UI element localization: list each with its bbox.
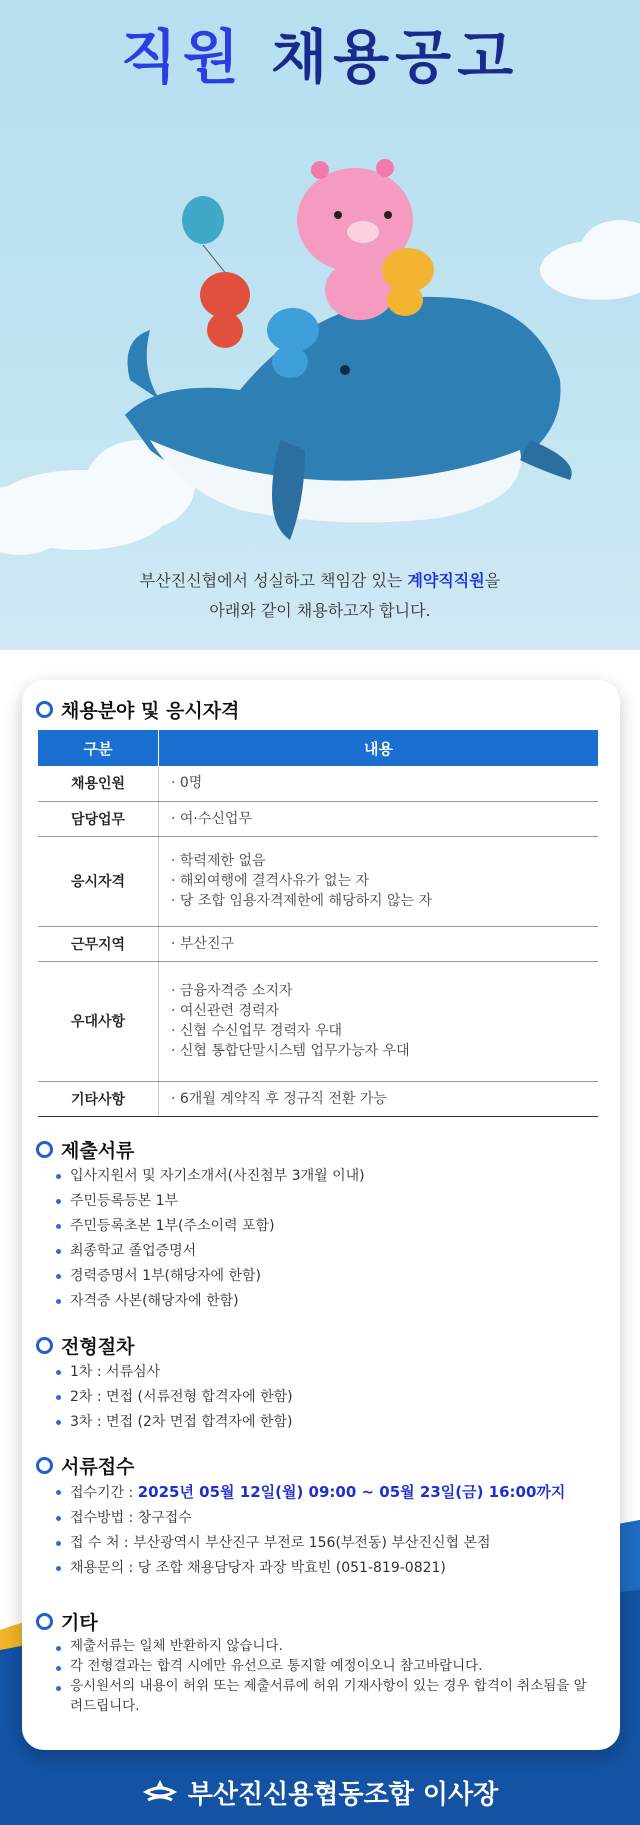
list-item: 최종학교 졸업증명서 xyxy=(56,1239,365,1264)
bullet-ring-icon xyxy=(36,1613,53,1630)
section-title-process: 전형절차 xyxy=(36,1332,134,1359)
table-row: 기타사항 · 6개월 계약직 후 정규직 전환 가능 xyxy=(38,1081,598,1116)
content-card xyxy=(22,680,620,1750)
list-item: 접 수 처 : 부산광역시 부산진구 부전로 156(부전동) 부산진신협 본점 xyxy=(56,1531,565,1556)
table-row: 채용인원 · 0명 xyxy=(38,766,598,801)
list-item: 입사지원서 및 자기소개서(사진첨부 3개월 이내) xyxy=(56,1164,365,1189)
bullet-ring-icon xyxy=(36,1457,53,1474)
process-list xyxy=(56,1360,293,1435)
bullet-ring-icon xyxy=(36,1337,53,1354)
list-item: 자격증 사본(해당자에 한함) xyxy=(56,1289,365,1314)
hero-banner xyxy=(0,0,640,650)
list-item: 각 전형결과는 합격 시에만 유선으로 통지할 예정이오니 참고바랍니다. xyxy=(56,1656,596,1676)
list-item: 접수방법 : 창구접수 xyxy=(56,1506,565,1531)
table-row: 응시자격 · 학력제한 없음 · 해외여행에 결격사유가 없는 자 · 당 조합 임용자격제한에 해당하지 않는 자 xyxy=(38,836,598,926)
page-title: 직원 채용공고 xyxy=(120,23,520,91)
etc-list xyxy=(56,1636,596,1716)
qualification-table xyxy=(38,730,598,1117)
list-item: 접수기간 : 2025년 05월 12일(월) 09:00 ~ 05월 23일(금) 16:00까지 xyxy=(56,1480,565,1506)
bullet-ring-icon xyxy=(36,701,53,718)
bullet-ring-icon xyxy=(36,1141,53,1158)
list-item: 응시원서의 내용이 허위 또는 제출서류에 허위 기재사항이 있는 경우 합격이 취소됨을 알려드립니다. xyxy=(56,1676,596,1716)
balloon xyxy=(182,196,235,285)
section-title-etc: 기타 xyxy=(36,1608,98,1635)
table-header-content: 내용 xyxy=(159,730,599,766)
list-item: 1차 : 서류심사 xyxy=(56,1360,293,1385)
table-row: 근무지역 · 부산진구 xyxy=(38,926,598,961)
section-title-receipt: 서류접수 xyxy=(36,1452,134,1479)
list-item: 3차 : 면접 (2차 면접 합격자에 한함) xyxy=(56,1410,293,1435)
list-item: 제출서류는 일체 반환하지 않습니다. xyxy=(56,1636,596,1656)
table-header-category: 구분 xyxy=(38,730,159,766)
list-item: 주민등록등본 1부 xyxy=(56,1189,365,1214)
list-item: 채용문의 : 당 조합 채용담당자 과장 박효빈 (051-819-0821) xyxy=(56,1556,565,1581)
whale-illustration xyxy=(0,80,640,600)
table-row: 담당업무 · 여·수신업무 xyxy=(38,801,598,836)
table-row: 우대사항 · 금융자격증 소지자 · 여신관련 경력자 · 신협 수신업무 경력자 우대 · 신협 통합단말시스템 업무가능자 우대 xyxy=(38,961,598,1081)
list-item: 경력증명서 1부(해당자에 한함) xyxy=(56,1264,365,1289)
shinhyup-logo-icon xyxy=(142,1778,178,1808)
section-title-documents: 제출서류 xyxy=(36,1136,134,1163)
receipt-list xyxy=(56,1480,565,1581)
section-title-qualification: 채용분야 및 응시자격 xyxy=(36,696,239,723)
footer-org: 부산진신용협동조합 이사장 xyxy=(0,1760,640,1825)
intro-text: 부산진신협에서 성실하고 책임감 있는 계약직직원을 아래와 같이 채용하고자 합니다. xyxy=(139,571,501,620)
red-bear xyxy=(200,272,250,348)
documents-list xyxy=(56,1164,365,1314)
list-item: 2차 : 면접 (서류전형 합격자에 한함) xyxy=(56,1385,293,1410)
list-item: 주민등록초본 1부(주소이력 포함) xyxy=(56,1214,365,1239)
